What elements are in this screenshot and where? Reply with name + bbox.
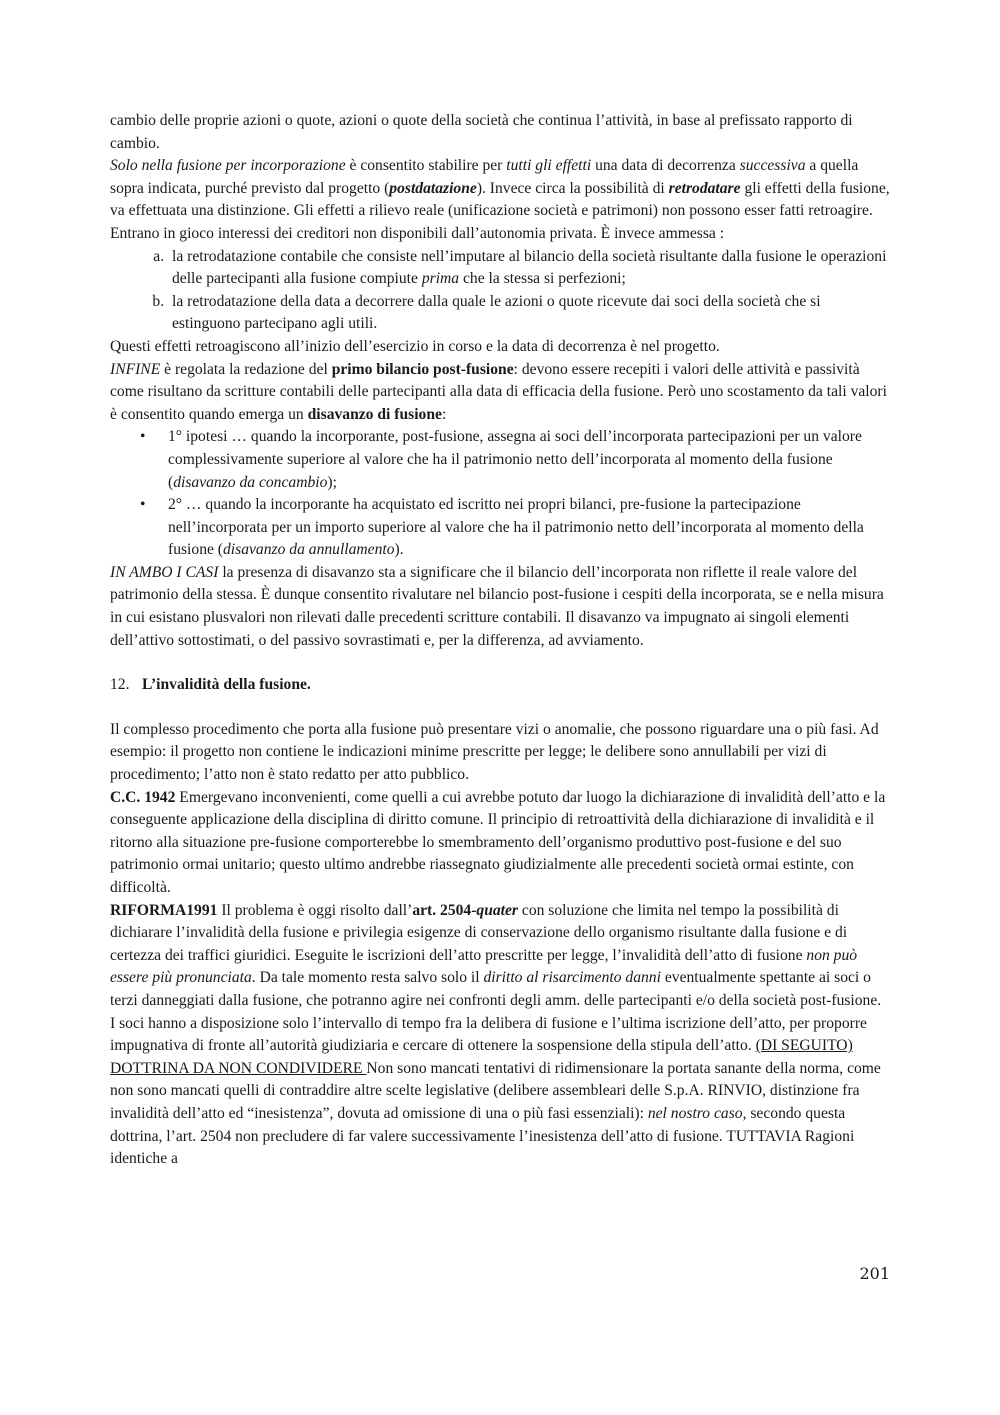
section-heading xyxy=(110,674,890,697)
list-item: • 2° … quando la incorporante ha acquistato ed iscritto nei propri bilanci, pre-fusione la partecipazione nell’incorporata per un importo superiore al valore che ha il patrimonio netto dell’incorporata al momento della fusione (disavanzo da annullamento). xyxy=(140,496,864,559)
bullet-icon: • xyxy=(140,496,146,514)
list-item: b. la retrodatazione della data a decorrere dalla quale le azioni o quote ricevute dai soci della società che si estinguono partecipano agli utili. xyxy=(168,291,890,336)
document-page xyxy=(110,110,890,1171)
paragraph-riforma: RIFORMA1991 Il problema è oggi risolto dall’art. 2504-quater con soluzione che limita nel tempo la possibilità di dichiarare l’invalidità della fusione e privilegia esigenze di conservazione dello organismo risultante dalla fusione e di certezza dei traffici giuridici. Eseguite le iscrizioni dell’atto prescritte per legge, l’invalidità dell’atto di fusione non può essere più pronunciata. Da tale momento resta salvo solo il diritto al risarcimento danni eventualmente spettante ai soci o terzi danneggiati dalla fusione, che potranno agire nei confronti degli amm. delle partecipanti e/o della società post-fusione. xyxy=(110,901,882,1009)
paragraph-bilancio: INFINE è regolata la redazione del primo bilancio post-fusione: devono essere recepiti i valori delle attività e passività come risultano da scritture contabili delle partecipanti alla data di efficacia della fusione. Però uno scostamento da tali valori è consentito quando emerga un disavanzo di fusione: xyxy=(110,360,887,423)
section-title: L’invalidità della fusione. xyxy=(142,676,311,694)
list-item: • 1° ipotesi … quando la incorporante, post-fusione, assegna ai soci dell’incorporata partecipazioni per un valore complessivamente superiore al valore che ha il patrimonio netto dell’incorporata al momento della fusione (disavanzo da concambio); xyxy=(140,428,862,491)
paragraph-ambo-casi: IN AMBO I CASI la presenza di disavanzo sta a significare che il bilancio dell’incorporata non riflette il reale valore del patrimonio della stessa. È dunque consentito rivalutare nel bilancio post-fusione i cespiti della incorporata, se e nella misura in cui esistano plusvalori non rilevati dalle precedenti scritture contabili. Il disavanzo va impugnato ai singoli elementi dell’attivo sottostimati, o del passivo sovrastimati e, per la differenza, ad avviamento. xyxy=(110,563,884,649)
section-number: 12. xyxy=(110,676,130,694)
paragraph-vizi: Il complesso procedimento che porta alla fusione può presentare vizi o anomalie, che possono riguardare una o più fasi. Ad esempio: il progetto non contiene le indicazioni minime prescritte per legge; le delibere sono annullabili per vizi di procedimento; l’atto non è stato redatto per atto pubblico. xyxy=(110,720,879,784)
bullet-icon: • xyxy=(140,428,146,446)
paragraph-intro: cambio delle proprie azioni o quote, azioni o quote della società che continua l’attività, in base al prefissato rapporto di cambio. xyxy=(110,112,853,152)
paragraph-effetti: Questi effetti retroagiscono all’inizio dell’esercizio in corso e la data di decorrenza è nel progetto. xyxy=(110,337,720,355)
page-number: 201 xyxy=(859,1264,890,1283)
paragraph-cc-1942: C.C. 1942 Emergevano inconvenienti, come quelli a cui avrebbe potuto dar luogo la dichiarazione di invalidità dell’atto e la conseguente applicazione della disciplina di diritto comune. Il principio di retroattività della dichiarazione di invalidità e il ritorno alla situazione pre-fusione comporterebbe lo smembramento dell’organismo produttivo post-fusione e del suo patrimonio ormai unitario; questo ultimo andrebbe riassegnato giudizialmente alle precedenti società ormai estinte, con difficoltà. xyxy=(110,788,886,896)
paragraph-soci: I soci hanno a disposizione solo l’intervallo di tempo fra la delibera di fusione e l’ultima iscrizione dell’atto, per proporre impugnativa di fronte all’autorità giudiziaria e cercare di ottenere la sospensione della stipula dell’atto. (DI SEGUITO) DOTTRINA DA NON CONDIVIDERE Non sono mancati tentativi di ridimensionare la portata sanante della norma, come non sono mancati quelli di contraddire altre scelte legislative (delibere assembleari delle S.p.A. RINVIO, distinzione fra invalidità dell’atto ed “inesistenza”, dovuta ad omissione di una o più fasi essenziali): nel nostro caso, secondo questa dottrina, l’art. 2504 non precludere di far valere successivamente l’inesistenza dell’atto di fusione. TUTTAVIA Ragioni identiche a xyxy=(110,1014,881,1168)
paragraph-incorporazione: Solo nella fusione per incorporazione è consentito stabilire per tutti gli effetti una data di decorrenza successiva a quella sopra indicata, purché previsto dal progetto (postdatazione). Invece circa la possibilità di retrodatare gli effetti della fusione, va effettuata una distinzione. Gli effetti a rilievo reale (unificazione società e patrimoni) non possono esser fatti retroagire. Entrano in gioco interessi dei creditori non disponibili dall’autonomia privata. È invece ammessa : xyxy=(110,157,890,242)
retrodatazione-list xyxy=(110,246,890,336)
list-item: a. la retrodatazione contabile che consiste nell’imputare al bilancio della società risultante dalla fusione le operazioni delle partecipanti alla fusione compiute prima che la stessa si perfezioni; xyxy=(168,246,890,291)
disavanzo-list xyxy=(110,426,890,562)
